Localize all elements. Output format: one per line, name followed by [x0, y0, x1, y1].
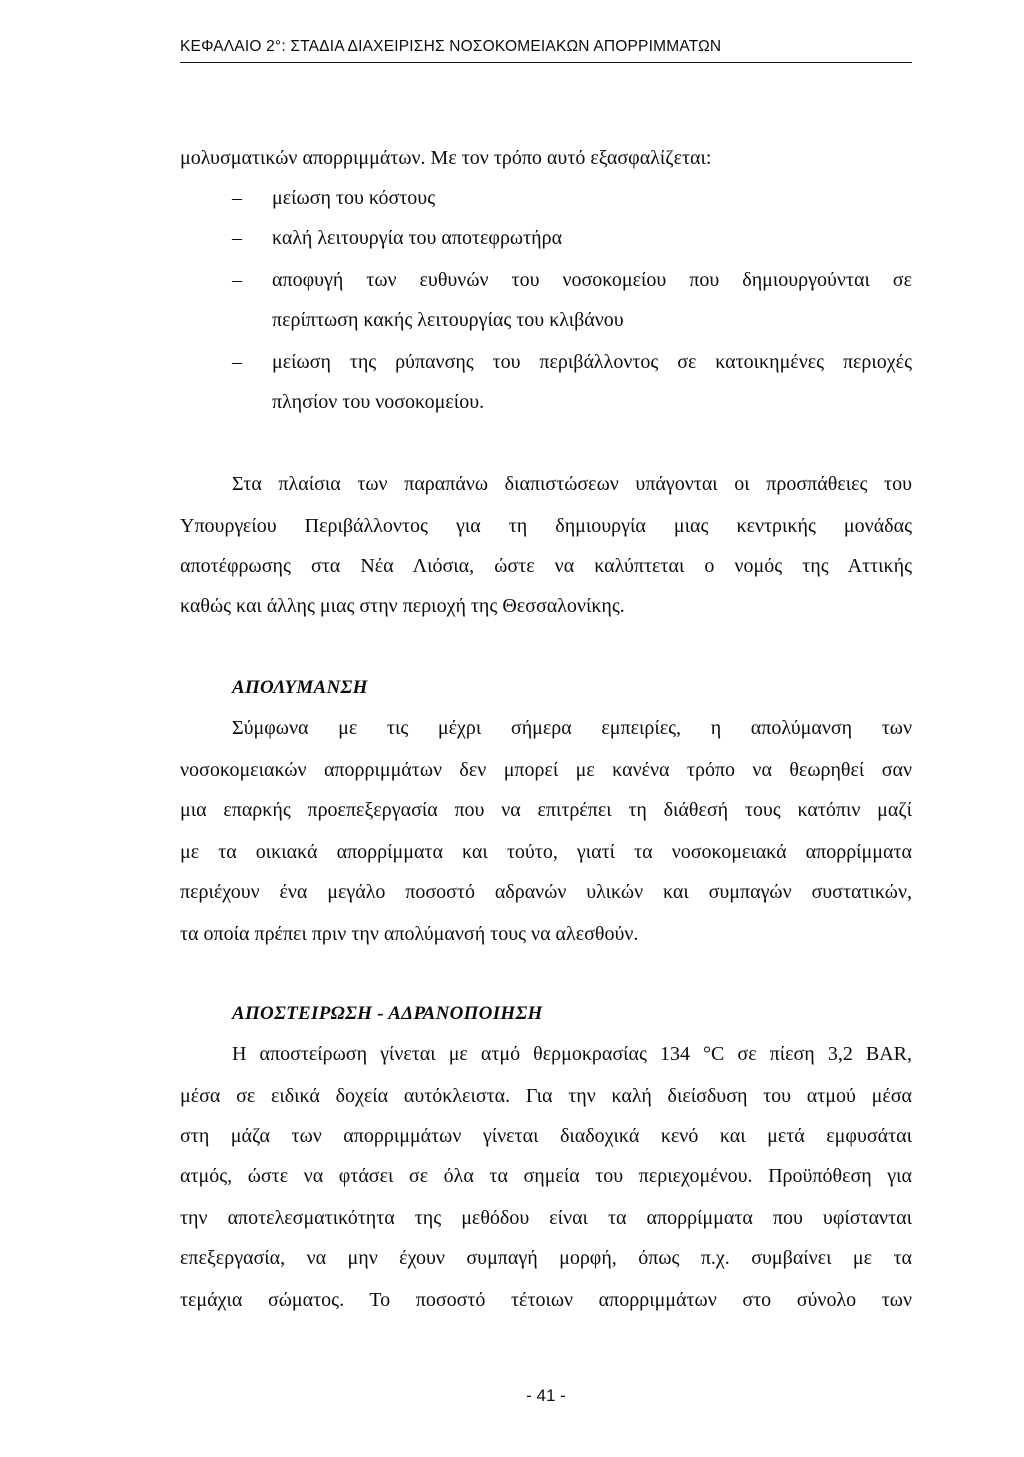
paragraph-line: μέσα σε ειδικά δοχεία αυτόκλειστα. Για την καλή διείσδυση του ατμού μέσα	[180, 1085, 912, 1107]
bullet-dash: –	[232, 269, 242, 291]
paragraph-line: αποτέφρωσης στα Νέα Λιόσια, ώστε να καλύπτεται ο νομός της Αττικής	[180, 555, 912, 577]
section-heading: ΑΠΟΣΤΕΙΡΩΣΗ - ΑΔΡΑΝΟΠΟΙΗΣΗ	[232, 1003, 543, 1024]
running-header: ΚΕΦΑΛΑΙΟ 2°: ΣΤΑΔΙΑ ΔΙΑΧΕΙΡΙΣΗΣ ΝΟΣΟΚΟΜΕΙΑΚΩΝ ΑΠΟΡΡΙΜΜΑΤΩΝ	[180, 38, 722, 55]
intro-line: μολυσματικών απορριμμάτων. Με τον τρόπο αυτό εξασφαλίζεται:	[180, 147, 712, 169]
paragraph-line: καθώς και άλλης μιας στην περιοχή της Θεσσαλονίκης.	[180, 595, 625, 617]
section-heading: ΑΠΟΛΥΜΑΝΣΗ	[232, 677, 368, 698]
bullet-text-continued: περίπτωση κακής λειτουργίας του κλιβάνου	[272, 309, 624, 331]
paragraph-line: Στα πλαίσια των παραπάνω διαπιστώσεων υπάγονται οι προσπάθειες του	[232, 473, 912, 495]
bullet-dash: –	[232, 187, 242, 209]
paragraph-line: Υπουργείου Περιβάλλοντος για τη δημιουργία μιας κεντρικής μονάδας	[180, 515, 912, 537]
header-rule	[180, 62, 912, 63]
paragraph-line: μια επαρκής προεπεξεργασία που να επιτρέπει τη διάθεσή τους κατόπιν μαζί	[180, 799, 912, 821]
bullet-text: αποφυγή των ευθυνών του νοσοκομείου που δημιουργούνται σε	[272, 269, 912, 291]
paragraph-line: Σύμφωνα με τις μέχρι σήμερα εμπειρίες, η απολύμανση των	[232, 717, 912, 739]
paragraph-line: περιέχουν ένα μεγάλο ποσοστό αδρανών υλικών και συμπαγών συστατικών,	[180, 881, 912, 903]
paragraph-line: με τα οικιακά απορρίμματα και τούτο, γιατί τα νοσοκομειακά απορρίμματα	[180, 841, 912, 863]
paragraph-line: την αποτελεσματικότητα της μεθόδου είναι τα απορρίμματα που υφίστανται	[180, 1207, 912, 1229]
bullet-text: μείωση του κόστους	[272, 187, 436, 209]
bullet-text: καλή λειτουργία του αποτεφρωτήρα	[272, 227, 563, 249]
paragraph-line: επεξεργασία, να μην έχουν συμπαγή μορφή, όπως π.χ. συμβαίνει με τα	[180, 1247, 912, 1269]
paragraph-line: νοσοκομειακών απορριμμάτων δεν μπορεί με κανένα τρόπο να θεωρηθεί σαν	[180, 759, 912, 781]
bullet-dash: –	[232, 227, 242, 249]
page-number: - 41 -	[526, 1386, 566, 1405]
bullet-text-continued: πλησίον του νοσοκομείου.	[272, 391, 485, 413]
paragraph-line: ατμός, ώστε να φτάσει σε όλα τα σημεία του περιεχομένου. Προϋπόθεση για	[180, 1165, 912, 1187]
bullet-text: μείωση της ρύπανσης του περιβάλλοντος σε κατοικημένες περιοχές	[272, 351, 912, 373]
paragraph-line: τα οποία πρέπει πριν την απολύμανσή τους να αλεσθούν.	[180, 923, 639, 945]
bullet-dash: –	[232, 351, 242, 373]
paragraph-line: Η αποστείρωση γίνεται με ατμό θερμοκρασίας 134 °C σε πίεση 3,2 BAR,	[232, 1043, 912, 1065]
paragraph-line: τεμάχια σώματος. Το ποσοστό τέτοιων απορριμμάτων στο σύνολο των	[180, 1289, 912, 1311]
paragraph-line: στη μάζα των απορριμμάτων γίνεται διαδοχικά κενό και μετά εμφυσάται	[180, 1125, 912, 1147]
